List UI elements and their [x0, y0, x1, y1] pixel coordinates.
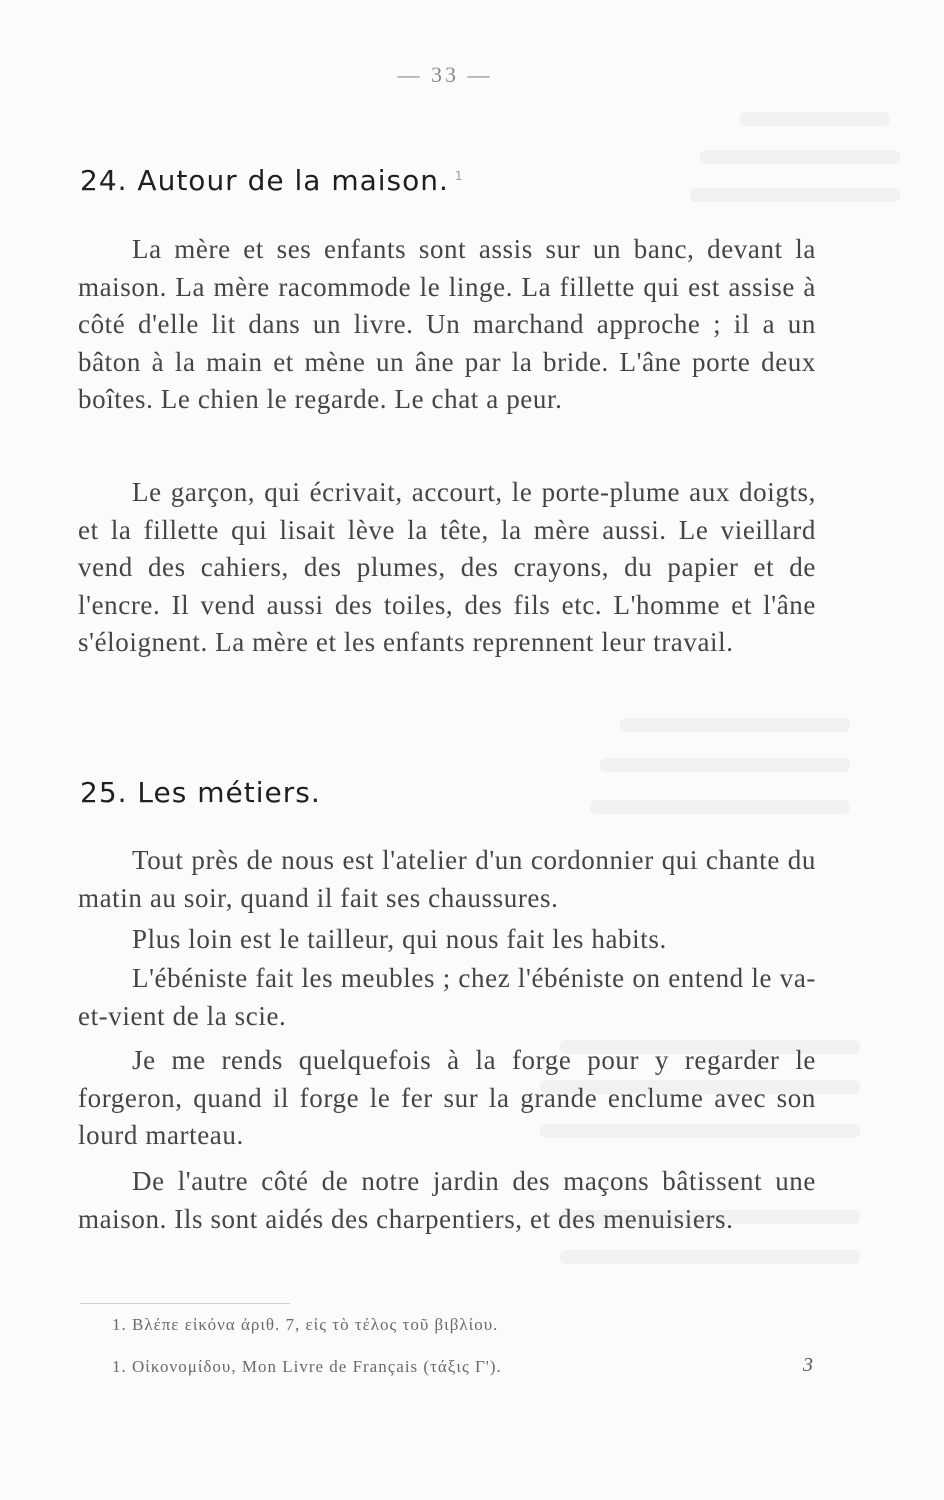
page-number: — 33 —	[397, 62, 493, 87]
section-25-paragraph-2: Plus loin est le tailleur, qui nous fait les habits.	[132, 924, 667, 954]
section-25-paragraph-1: Tout près de nous est l'atelier d'un cordonnier qui chante du matin au soir, quand il fait ses chaussures.	[78, 845, 816, 913]
section-25-paragraph-3: L'ébéniste fait les meubles ; chez l'ébéniste on entend le va-et-vient de la scie.	[78, 963, 816, 1031]
footnote-divider	[80, 1303, 290, 1304]
signature-number: 3	[803, 1354, 813, 1376]
printer-signature: 1. Οἰκονομίδου, Mon Livre de Français (τάξις Γ').	[112, 1357, 502, 1376]
section-25-heading	[80, 776, 321, 809]
section-25-paragraph-4: Je me rends quelquefois à la forge pour y regarder le forgeron, quand il forge le fer sur la grande enclume avec son lourd marteau.	[78, 1045, 816, 1150]
section-24-title: 24. Autour de la maison.	[80, 164, 449, 197]
section-25-title: 25. Les métiers.	[80, 776, 321, 809]
section-24-heading	[80, 164, 464, 197]
section-24-paragraph-2: Le garçon, qui écrivait, accourt, le porte-plume aux doigts, et la fillette qui lisait lève la tête, la mère aussi. Le vieillard vend des cahiers, des plumes, des crayons, du papier et de l'encre. Il vend aussi des toiles, des fils etc. L'homme et l'âne s'éloignent. La mère et les enfants reprennent leur travail.	[78, 477, 816, 657]
footnote-marker: 1	[454, 168, 464, 183]
footnote-1: 1. Βλέπε εἰκόνα ἀριθ. 7, εἰς τὸ τέλος τοῦ βιβλίου.	[112, 1315, 499, 1334]
section-25-paragraph-5: De l'autre côté de notre jardin des maçons bâtissent une maison. Ils sont aidés des charpentiers, et des menuisiers.	[78, 1166, 816, 1234]
section-24-paragraph-1: La mère et ses enfants sont assis sur un banc, devant la maison. La mère racommode le linge. La fillette qui est assise à côté d'elle lit dans un livre. Un marchand approche ; il a un bâton à la main et mène un âne par la bride. L'âne porte deux boîtes. Le chien le regarde. Le chat a peur.	[78, 234, 816, 414]
